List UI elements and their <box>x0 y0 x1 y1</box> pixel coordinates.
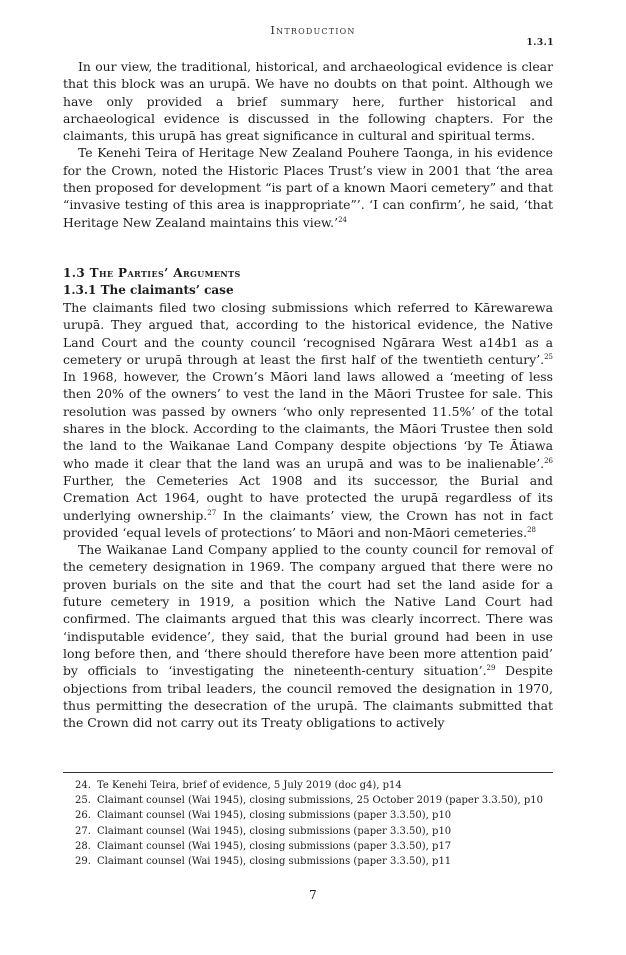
body-text <box>63 58 553 731</box>
paragraph-3-part2: In 1968, however, the Crown’s Māori land laws allowed a ‘meeting of less then 20% of the owners’ to vest the land in the Māori Trustee for sale. This resolution was passed by owners ‘who only represented 11.5%’ of the total shares in the block. According to the claimants, the Māori Trustee then sold the land to the Waikanae Land Company despite objections ‘by Te Ātiawa who made it clear that the land was an urupā and was to be inalienable’. <box>63 369 553 471</box>
footnote-ref-27[interactable]: 27 <box>207 508 217 517</box>
paragraph-3-part1: The claimants filed two closing submissions which referred to Kārewarewa urupā. They argued that, according to the historical evidence, the Native Land Court and the county council ‘recognised Ngārara West a14b1 as a cemetery or urupā through at least the first half of the twentieth century’. <box>63 299 553 367</box>
footnote-ref-28[interactable]: 28 <box>527 525 536 534</box>
paragraph-4-part1: The Waikanae Land Company applied to the county council for removal of the cemetery designation in 1969. The company argued that there were no proven burials on the site and that the court had set the land aside for a future cemetery in 1919, a position which the Native Land Court had confirmed. The claimants argued that this was clearly incorrect. There was ‘indisputable evidence’, they said, that the burial ground had been in use long before then, and ‘there should therefore have been more attention paid’ by officials to ‘investigating the nineteenth-century situation’. <box>63 542 553 679</box>
footnote-text: Claimant counsel (Wai 1945), closing submissions (paper 3.3.50), p17 <box>97 840 452 852</box>
footnote <box>75 778 555 793</box>
footnote <box>75 808 555 823</box>
footnote-text: Claimant counsel (Wai 1945), closing submissions (paper 3.3.50), p10 <box>97 810 452 822</box>
footnote-number: 28. <box>75 840 91 852</box>
footnote-number: 27. <box>75 825 91 837</box>
footnotes <box>75 778 555 869</box>
footnote <box>75 824 555 839</box>
footnote-number: 25. <box>75 795 91 807</box>
footnote <box>75 839 555 854</box>
paragraph-3-part3: Further, the Cemeteries Act 1908 and its successor, the Burial and Cremation Act 1964, ought to have protected the urupā regardless of its underlying ownership. <box>63 472 553 523</box>
paragraph-4 <box>63 541 553 731</box>
footnote-text: Te Kenehi Teira, brief of evidence, 5 July 2019 (doc g4), p14 <box>97 780 402 791</box>
paragraph-1: In our view, the traditional, historical, and archaeological evidence is clear that this block was an urupā. We have no doubts on that point. Although we have only provided a brief summary here, further historical and archaeological evidence is discussed in the following chapters. For the claimants, this urupā has great significance in cultural and spiritual terms. <box>63 59 553 144</box>
footnote-ref-24[interactable]: 24 <box>338 215 347 224</box>
page-number: 7 <box>309 888 317 902</box>
paragraph-3 <box>63 299 553 541</box>
footnote-number: 24. <box>75 780 91 791</box>
footnote-ref-25[interactable]: 25 <box>544 352 553 361</box>
paragraph-4-part2: Despite objections from tribal leaders, the council removed the designation in 1970, thus permitting the desecration of the urupā. The claimants submitted that the Crown did not carry out its Treaty obligations to actively <box>63 663 553 731</box>
footnote-number: 29. <box>75 856 91 868</box>
footnote-number: 26. <box>75 810 91 822</box>
footnote-text: Claimant counsel (Wai 1945), closing submissions (paper 3.3.50), p11 <box>97 856 452 868</box>
subsection-heading: 1.3.1 The claimants’ case <box>63 282 234 297</box>
paragraph-2-text: Te Kenehi Teira of Heritage New Zealand Pouhere Taonga, in his evidence for the Crown, noted the Historic Places Trust’s view in 2001 that ‘the area then proposed for development “is part of a known Maori cemetery” and that “invasive testing of this area is inappropriate”’. ‘I can confirm’, he said, ‘that Heritage New Zealand maintains this view.’ <box>63 145 553 230</box>
footnote-text: Claimant counsel (Wai 1945), closing submissions, 25 October 2019 (paper 3.3.50), p10 <box>97 795 543 807</box>
running-head: Introduction <box>270 23 356 37</box>
section-ref: 1.3.1 <box>526 38 554 48</box>
footnote-ref-29[interactable]: 29 <box>486 664 496 673</box>
footnote-divider <box>63 772 553 773</box>
paragraph-2 <box>63 144 553 230</box>
footnote <box>75 854 555 869</box>
paragraph-3-part4: In the claimants’ view, the Crown has not in fact provided ‘equal levels of protections’ to Māori and non-Māori cemeteries. <box>63 507 553 540</box>
footnote-ref-26[interactable]: 26 <box>544 456 553 465</box>
section-heading: 1.3 The Parties’ Arguments <box>63 265 241 280</box>
footnote-text: Claimant counsel (Wai 1945), closing submissions (paper 3.3.50), p10 <box>97 825 452 837</box>
footnote <box>75 793 555 808</box>
